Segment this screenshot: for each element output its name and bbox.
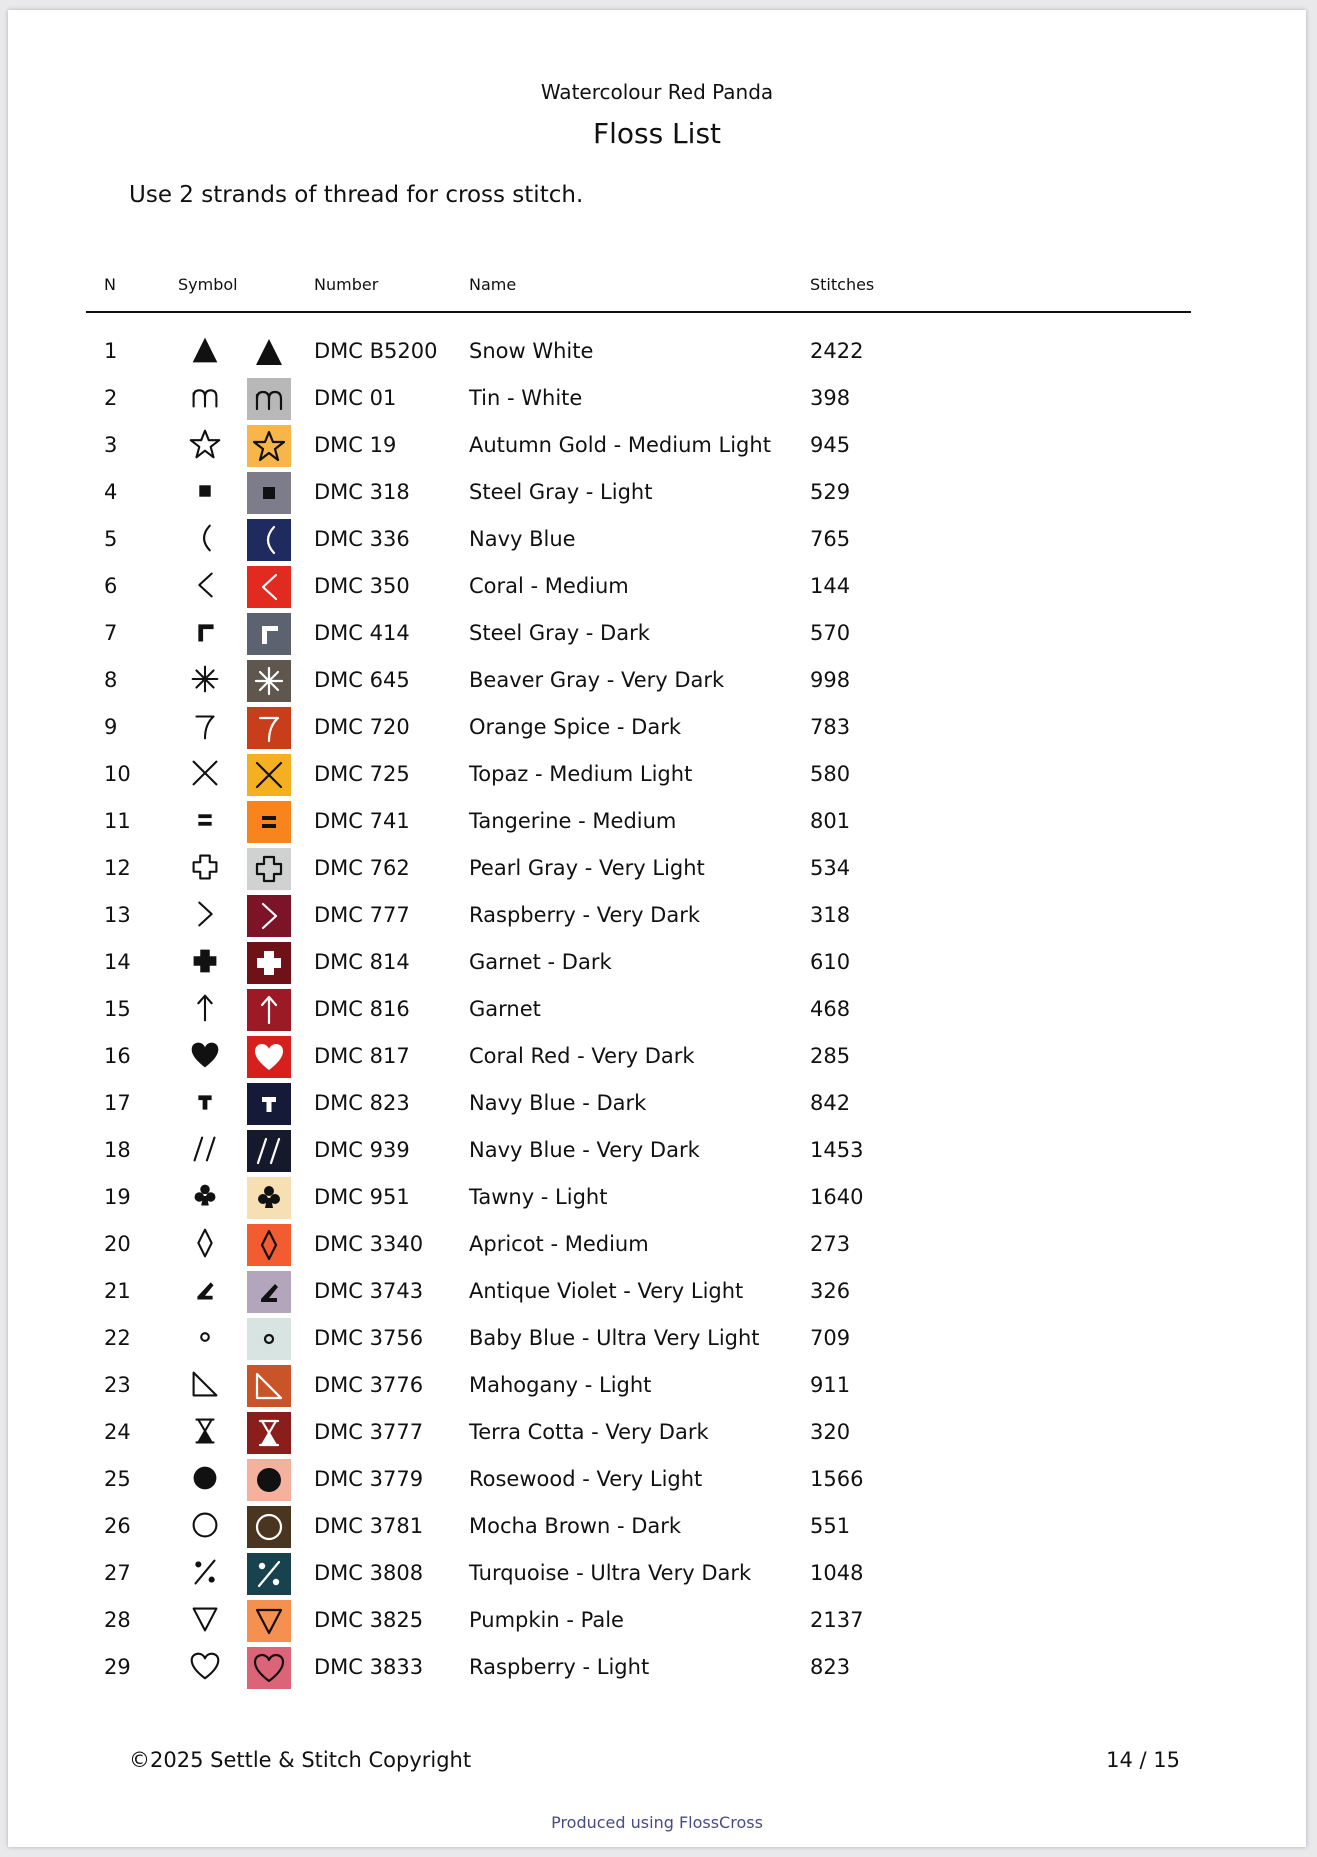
floss-number: DMC 01 bbox=[314, 386, 397, 410]
color-swatch bbox=[247, 1177, 291, 1219]
stitch-count: 1048 bbox=[810, 1561, 864, 1585]
stitch-count: 823 bbox=[810, 1655, 851, 1679]
header-symbol: Symbol bbox=[178, 275, 238, 294]
floss-number: DMC 3777 bbox=[314, 1420, 424, 1444]
floss-name: Beaver Gray - Very Dark bbox=[469, 668, 725, 692]
color-swatch bbox=[247, 848, 291, 890]
right-triangle-icon bbox=[186, 1365, 224, 1403]
floss-number: DMC 3776 bbox=[314, 1373, 424, 1397]
row-index: 14 bbox=[104, 950, 131, 974]
color-swatch bbox=[247, 1600, 291, 1642]
table-row bbox=[8, 468, 1306, 515]
stitch-count: 842 bbox=[810, 1091, 851, 1115]
floss-number: DMC 336 bbox=[314, 527, 410, 551]
table-row bbox=[8, 1643, 1306, 1690]
stitch-count: 318 bbox=[810, 903, 851, 927]
color-swatch bbox=[247, 1412, 291, 1454]
diamond-outline-icon bbox=[186, 1224, 224, 1262]
table-row bbox=[8, 515, 1306, 562]
table-row bbox=[8, 1126, 1306, 1173]
color-swatch bbox=[247, 989, 291, 1031]
club-icon bbox=[186, 1177, 224, 1215]
floss-name: Tin - White bbox=[469, 386, 583, 410]
color-swatch bbox=[247, 566, 291, 608]
floss-number: DMC 823 bbox=[314, 1091, 410, 1115]
floss-name: Antique Violet - Very Light bbox=[469, 1279, 744, 1303]
table-row bbox=[8, 1502, 1306, 1549]
pattern-name: Watercolour Red Panda bbox=[540, 80, 774, 104]
stitch-count: 945 bbox=[810, 433, 851, 457]
table-row bbox=[8, 844, 1306, 891]
color-swatch bbox=[247, 1083, 291, 1125]
angle-bold-icon bbox=[186, 1271, 224, 1309]
stitch-count: 1566 bbox=[810, 1467, 864, 1491]
floss-name: Coral Red - Very Dark bbox=[469, 1044, 695, 1068]
table-row bbox=[8, 1361, 1306, 1408]
row-index: 13 bbox=[104, 903, 131, 927]
color-swatch bbox=[247, 331, 291, 373]
color-swatch bbox=[247, 1318, 291, 1360]
floss-name: Steel Gray - Light bbox=[469, 480, 653, 504]
table-row bbox=[8, 891, 1306, 938]
stitch-count: 551 bbox=[810, 1514, 851, 1538]
row-index: 8 bbox=[104, 668, 118, 692]
document-page bbox=[8, 10, 1306, 1847]
double-slash-icon bbox=[186, 1130, 224, 1168]
row-index: 28 bbox=[104, 1608, 131, 1632]
floss-name: Garnet bbox=[469, 997, 541, 1021]
color-swatch bbox=[247, 754, 291, 796]
floss-name: Autumn Gold - Medium Light bbox=[469, 433, 771, 457]
color-swatch bbox=[247, 378, 291, 420]
floss-number: DMC 3743 bbox=[314, 1279, 424, 1303]
floss-number: DMC 3340 bbox=[314, 1232, 424, 1256]
row-index: 18 bbox=[104, 1138, 131, 1162]
row-index: 16 bbox=[104, 1044, 131, 1068]
row-index: 7 bbox=[104, 621, 118, 645]
square-filled-icon bbox=[186, 472, 224, 510]
floss-number: DMC 814 bbox=[314, 950, 410, 974]
floss-number: DMC 3825 bbox=[314, 1608, 424, 1632]
seven-icon bbox=[186, 707, 224, 745]
color-swatch bbox=[247, 1224, 291, 1266]
floss-number: DMC 762 bbox=[314, 856, 410, 880]
floss-name: Tangerine - Medium bbox=[469, 809, 677, 833]
table-row bbox=[8, 656, 1306, 703]
row-index: 21 bbox=[104, 1279, 131, 1303]
table-row bbox=[8, 1455, 1306, 1502]
row-index: 23 bbox=[104, 1373, 131, 1397]
floss-name: Mocha Brown - Dark bbox=[469, 1514, 682, 1538]
color-swatch bbox=[247, 801, 291, 843]
floss-number: DMC 817 bbox=[314, 1044, 410, 1068]
table-row bbox=[8, 327, 1306, 374]
floss-number: DMC 318 bbox=[314, 480, 410, 504]
table-row bbox=[8, 1079, 1306, 1126]
stitch-count: 398 bbox=[810, 386, 851, 410]
table-row bbox=[8, 1314, 1306, 1361]
floss-number: DMC 350 bbox=[314, 574, 410, 598]
row-index: 1 bbox=[104, 339, 118, 363]
row-index: 17 bbox=[104, 1091, 131, 1115]
table-row bbox=[8, 609, 1306, 656]
stitch-count: 326 bbox=[810, 1279, 851, 1303]
stitch-count: 468 bbox=[810, 997, 851, 1021]
table-row bbox=[8, 1596, 1306, 1643]
circle-outline-icon bbox=[186, 1506, 224, 1544]
stitch-count: 765 bbox=[810, 527, 851, 551]
floss-number: DMC 19 bbox=[314, 433, 397, 457]
floss-number: DMC 720 bbox=[314, 715, 410, 739]
floss-name: Rosewood - Very Light bbox=[469, 1467, 703, 1491]
table-row bbox=[8, 985, 1306, 1032]
floss-name: Raspberry - Very Dark bbox=[469, 903, 700, 927]
percent-icon bbox=[186, 1553, 224, 1591]
floss-number: DMC 939 bbox=[314, 1138, 410, 1162]
floss-number: DMC 645 bbox=[314, 668, 410, 692]
plus-filled-icon bbox=[186, 942, 224, 980]
stitch-count: 801 bbox=[810, 809, 851, 833]
floss-number: DMC 3779 bbox=[314, 1467, 424, 1491]
stitch-count: 144 bbox=[810, 574, 851, 598]
color-swatch bbox=[247, 1506, 291, 1548]
table-row bbox=[8, 1173, 1306, 1220]
table-row bbox=[8, 703, 1306, 750]
color-swatch bbox=[247, 472, 291, 514]
floss-number: DMC 3808 bbox=[314, 1561, 424, 1585]
floss-name: Topaz - Medium Light bbox=[469, 762, 693, 786]
floss-name: Terra Cotta - Very Dark bbox=[469, 1420, 709, 1444]
stitch-count: 273 bbox=[810, 1232, 851, 1256]
floss-name: Pumpkin - Pale bbox=[469, 1608, 624, 1632]
row-index: 12 bbox=[104, 856, 131, 880]
color-swatch bbox=[247, 1130, 291, 1172]
row-index: 9 bbox=[104, 715, 118, 739]
floss-name: Raspberry - Light bbox=[469, 1655, 650, 1679]
table-row bbox=[8, 938, 1306, 985]
floss-number: DMC 3756 bbox=[314, 1326, 424, 1350]
copyright-text: ©2025 Settle & Stitch Copyright bbox=[129, 1748, 472, 1772]
floss-number: DMC 725 bbox=[314, 762, 410, 786]
floss-number: DMC 951 bbox=[314, 1185, 410, 1209]
row-index: 20 bbox=[104, 1232, 131, 1256]
table-row bbox=[8, 1032, 1306, 1079]
floss-name: Pearl Gray - Very Light bbox=[469, 856, 705, 880]
color-swatch bbox=[247, 1271, 291, 1313]
floss-name: Navy Blue - Dark bbox=[469, 1091, 647, 1115]
color-swatch bbox=[247, 425, 291, 467]
arrow-up-icon bbox=[186, 989, 224, 1027]
floss-name: Tawny - Light bbox=[469, 1185, 608, 1209]
color-swatch bbox=[247, 1459, 291, 1501]
paren-left-icon bbox=[186, 519, 224, 557]
stitch-count: 580 bbox=[810, 762, 851, 786]
row-index: 19 bbox=[104, 1185, 131, 1209]
corner-icon bbox=[186, 613, 224, 651]
floss-name: Steel Gray - Dark bbox=[469, 621, 650, 645]
floss-number: DMC 741 bbox=[314, 809, 410, 833]
floss-name: Snow White bbox=[469, 339, 594, 363]
stitch-count: 610 bbox=[810, 950, 851, 974]
star-outline-icon bbox=[186, 425, 224, 463]
row-index: 15 bbox=[104, 997, 131, 1021]
floss-name: Navy Blue bbox=[469, 527, 576, 551]
heart-outline-icon bbox=[186, 1647, 224, 1685]
row-index: 6 bbox=[104, 574, 118, 598]
stitch-count: 1453 bbox=[810, 1138, 864, 1162]
circle-filled-icon bbox=[186, 1459, 224, 1497]
row-index: 25 bbox=[104, 1467, 131, 1491]
color-swatch bbox=[247, 895, 291, 937]
floss-name: Turquoise - Ultra Very Dark bbox=[469, 1561, 752, 1585]
floss-number: DMC 777 bbox=[314, 903, 410, 927]
stitch-count: 911 bbox=[810, 1373, 851, 1397]
stitch-count: 2137 bbox=[810, 1608, 864, 1632]
row-index: 10 bbox=[104, 762, 131, 786]
stitch-count: 783 bbox=[810, 715, 851, 739]
floss-number: DMC 3781 bbox=[314, 1514, 424, 1538]
stitch-count: 320 bbox=[810, 1420, 851, 1444]
stitch-count: 529 bbox=[810, 480, 851, 504]
table-row bbox=[8, 421, 1306, 468]
asterisk-icon bbox=[186, 660, 224, 698]
color-swatch bbox=[247, 660, 291, 702]
row-index: 29 bbox=[104, 1655, 131, 1679]
heart-filled-icon bbox=[186, 1036, 224, 1074]
triangle-down-outline-icon bbox=[186, 1600, 224, 1638]
color-swatch bbox=[247, 1036, 291, 1078]
floss-number: DMC 3833 bbox=[314, 1655, 424, 1679]
table-row bbox=[8, 1549, 1306, 1596]
page-title: Floss List bbox=[592, 117, 722, 150]
table-row bbox=[8, 750, 1306, 797]
color-swatch bbox=[247, 707, 291, 749]
header-stitches: Stitches bbox=[810, 275, 875, 294]
row-index: 27 bbox=[104, 1561, 131, 1585]
color-swatch bbox=[247, 1553, 291, 1595]
plus-outline-icon bbox=[186, 848, 224, 886]
table-row bbox=[8, 797, 1306, 844]
stitch-count: 570 bbox=[810, 621, 851, 645]
floss-table-body bbox=[8, 10, 1306, 1847]
floss-name: Garnet - Dark bbox=[469, 950, 612, 974]
t-bold-icon bbox=[186, 1083, 224, 1121]
stitch-count: 285 bbox=[810, 1044, 851, 1068]
table-row bbox=[8, 1408, 1306, 1455]
color-swatch bbox=[247, 1647, 291, 1689]
color-swatch bbox=[247, 1365, 291, 1407]
instructions-text: Use 2 strands of thread for cross stitch. bbox=[129, 182, 584, 208]
color-swatch bbox=[247, 613, 291, 655]
floss-name: Baby Blue - Ultra Very Light bbox=[469, 1326, 760, 1350]
small-circle-icon bbox=[186, 1318, 224, 1356]
row-index: 4 bbox=[104, 480, 118, 504]
stitch-count: 998 bbox=[810, 668, 851, 692]
row-index: 3 bbox=[104, 433, 118, 457]
hourglass-icon bbox=[186, 1412, 224, 1450]
floss-name: Orange Spice - Dark bbox=[469, 715, 681, 739]
stitch-count: 1640 bbox=[810, 1185, 864, 1209]
table-row bbox=[8, 562, 1306, 609]
produced-by-text: Produced using FlossCross bbox=[551, 1813, 763, 1832]
row-index: 24 bbox=[104, 1420, 131, 1444]
page-number: 14 / 15 bbox=[1106, 1748, 1180, 1772]
header-name: Name bbox=[469, 275, 517, 294]
cross-x-icon bbox=[186, 754, 224, 792]
floss-name: Apricot - Medium bbox=[469, 1232, 649, 1256]
floss-name: Mahogany - Light bbox=[469, 1373, 652, 1397]
floss-name: Coral - Medium bbox=[469, 574, 629, 598]
chevron-right-icon bbox=[186, 895, 224, 933]
stitch-count: 2422 bbox=[810, 339, 864, 363]
row-index: 26 bbox=[104, 1514, 131, 1538]
table-row bbox=[8, 1267, 1306, 1314]
floss-number: DMC 414 bbox=[314, 621, 410, 645]
floss-number: DMC 816 bbox=[314, 997, 410, 1021]
floss-name: Navy Blue - Very Dark bbox=[469, 1138, 700, 1162]
chevron-left-icon bbox=[186, 566, 224, 604]
table-row bbox=[8, 1220, 1306, 1267]
m-letter-icon bbox=[186, 378, 224, 416]
stitch-count: 534 bbox=[810, 856, 851, 880]
stitch-count: 709 bbox=[810, 1326, 851, 1350]
color-swatch bbox=[247, 942, 291, 984]
floss-number: DMC B5200 bbox=[314, 339, 438, 363]
triangle-filled-icon bbox=[186, 331, 224, 369]
header-n: N bbox=[104, 275, 116, 294]
equals-bold-icon bbox=[186, 801, 224, 839]
color-swatch bbox=[247, 519, 291, 561]
row-index: 22 bbox=[104, 1326, 131, 1350]
row-index: 2 bbox=[104, 386, 118, 410]
row-index: 11 bbox=[104, 809, 131, 833]
table-row bbox=[8, 374, 1306, 421]
header-number: Number bbox=[314, 275, 379, 294]
row-index: 5 bbox=[104, 527, 118, 551]
